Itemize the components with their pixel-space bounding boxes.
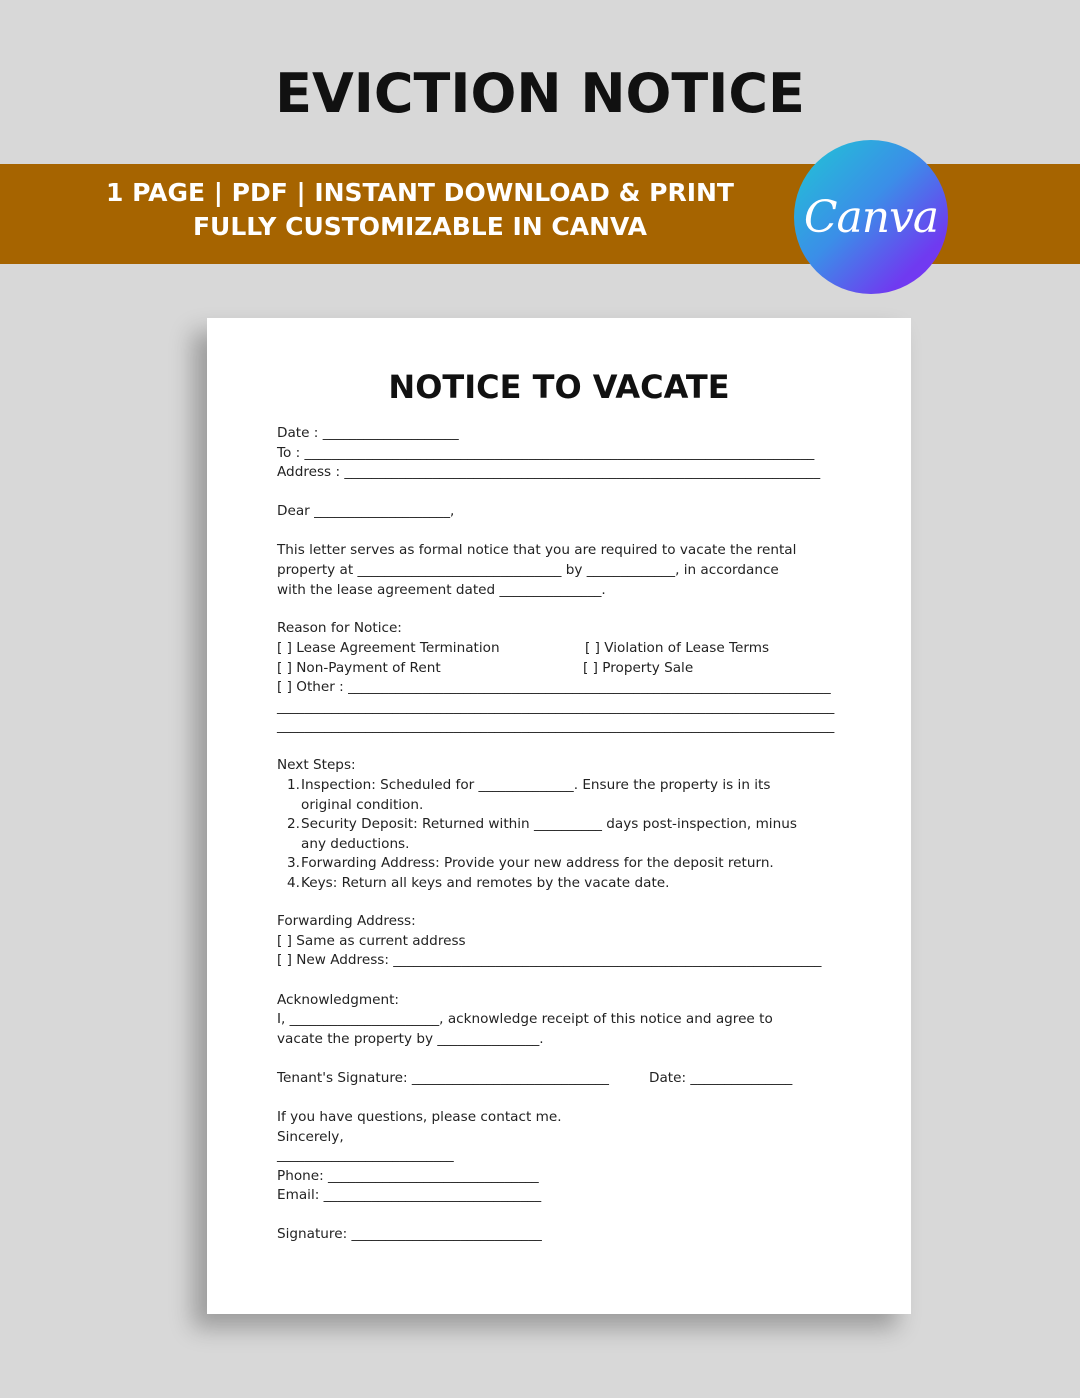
step-1: 1.Inspection: Scheduled for ______________. Ensure the property is in its (287, 777, 771, 793)
canva-logo-text: Canva (803, 191, 939, 243)
tenant-signature: Tenant's Signature: _____________________________ (277, 1070, 609, 1086)
canva-logo-badge (794, 140, 948, 294)
reason-lease-termination: [ ] Lease Agreement Termination (277, 640, 500, 656)
acknowledgment-line-2: vacate the property by _______________. (277, 1031, 544, 1047)
date-line: Date : ____________________ (277, 425, 459, 441)
body-line-3: with the lease agreement dated _______________. (277, 582, 606, 598)
signature-line: Signature: ____________________________ (277, 1226, 542, 1242)
acknowledgment-line-1: I, ______________________, acknowledge receipt of this notice and agree to (277, 1011, 773, 1027)
to-line: To : ___________________________________________________________________________ (277, 445, 815, 461)
reason-non-payment: [ ] Non-Payment of Rent (277, 660, 441, 676)
banner-line-1: 1 PAGE | PDF | INSTANT DOWNLOAD & PRINT (106, 178, 734, 207)
step-2-text: Security Deposit: Returned within __________ days post-inspection, minus (301, 816, 797, 832)
blank-line-1: __________________________________________________________________________________ (277, 699, 835, 715)
step-3-text: Forwarding Address: Provide your new address for the deposit return. (301, 855, 774, 871)
banner-line-2: FULLY CUSTOMIZABLE IN CANVA (192, 212, 648, 241)
next-steps-heading: Next Steps: (277, 757, 356, 773)
body-line-1: This letter serves as formal notice that you are required to vacate the rental (277, 542, 797, 558)
step-2-continued: any deductions. (301, 836, 410, 852)
document-title: NOTICE TO VACATE (388, 368, 730, 406)
step-1-text: Inspection: Scheduled for ______________. Ensure the property is in its (301, 777, 771, 793)
document-page (207, 318, 911, 1314)
address-line: Address : ______________________________________________________________________ (277, 464, 821, 480)
blank-line-2: __________________________________________________________________________________ (277, 718, 835, 734)
forwarding-same: [ ] Same as current address (277, 933, 466, 949)
email-line: Email: ________________________________ (277, 1187, 542, 1203)
forwarding-new: [ ] New Address: _______________________________________________________________ (277, 952, 822, 968)
step-4: 4.Keys: Return all keys and remotes by the vacate date. (287, 875, 670, 891)
step-4-text: Keys: Return all keys and remotes by the vacate date. (301, 875, 670, 891)
step-2: 2.Security Deposit: Returned within __________ days post-inspection, minus (287, 816, 797, 832)
body-line-2: property at ______________________________ by _____________, in accordance (277, 562, 779, 578)
page-title: EVICTION NOTICE (275, 62, 805, 125)
sincerely-line: Sincerely, (277, 1129, 344, 1145)
reason-violation: [ ] Violation of Lease Terms (585, 640, 770, 656)
forwarding-heading: Forwarding Address: (277, 913, 416, 929)
step-3: 3.Forwarding Address: Provide your new address for the deposit return. (287, 855, 774, 871)
sender-signature-blank: __________________________ (277, 1147, 454, 1163)
acknowledgment-heading: Acknowledgment: (277, 992, 399, 1008)
reason-heading: Reason for Notice: (277, 620, 402, 636)
tenant-date: Date: _______________ (649, 1070, 793, 1086)
reason-other: [ ] Other : _______________________________________________________________________ (277, 679, 831, 695)
step-1-continued: original condition. (301, 797, 424, 813)
phone-line: Phone: _______________________________ (277, 1168, 539, 1184)
reason-property-sale: [ ] Property Sale (583, 660, 694, 676)
questions-line: If you have questions, please contact me. (277, 1109, 562, 1125)
salutation-line: Dear ____________________, (277, 503, 455, 519)
